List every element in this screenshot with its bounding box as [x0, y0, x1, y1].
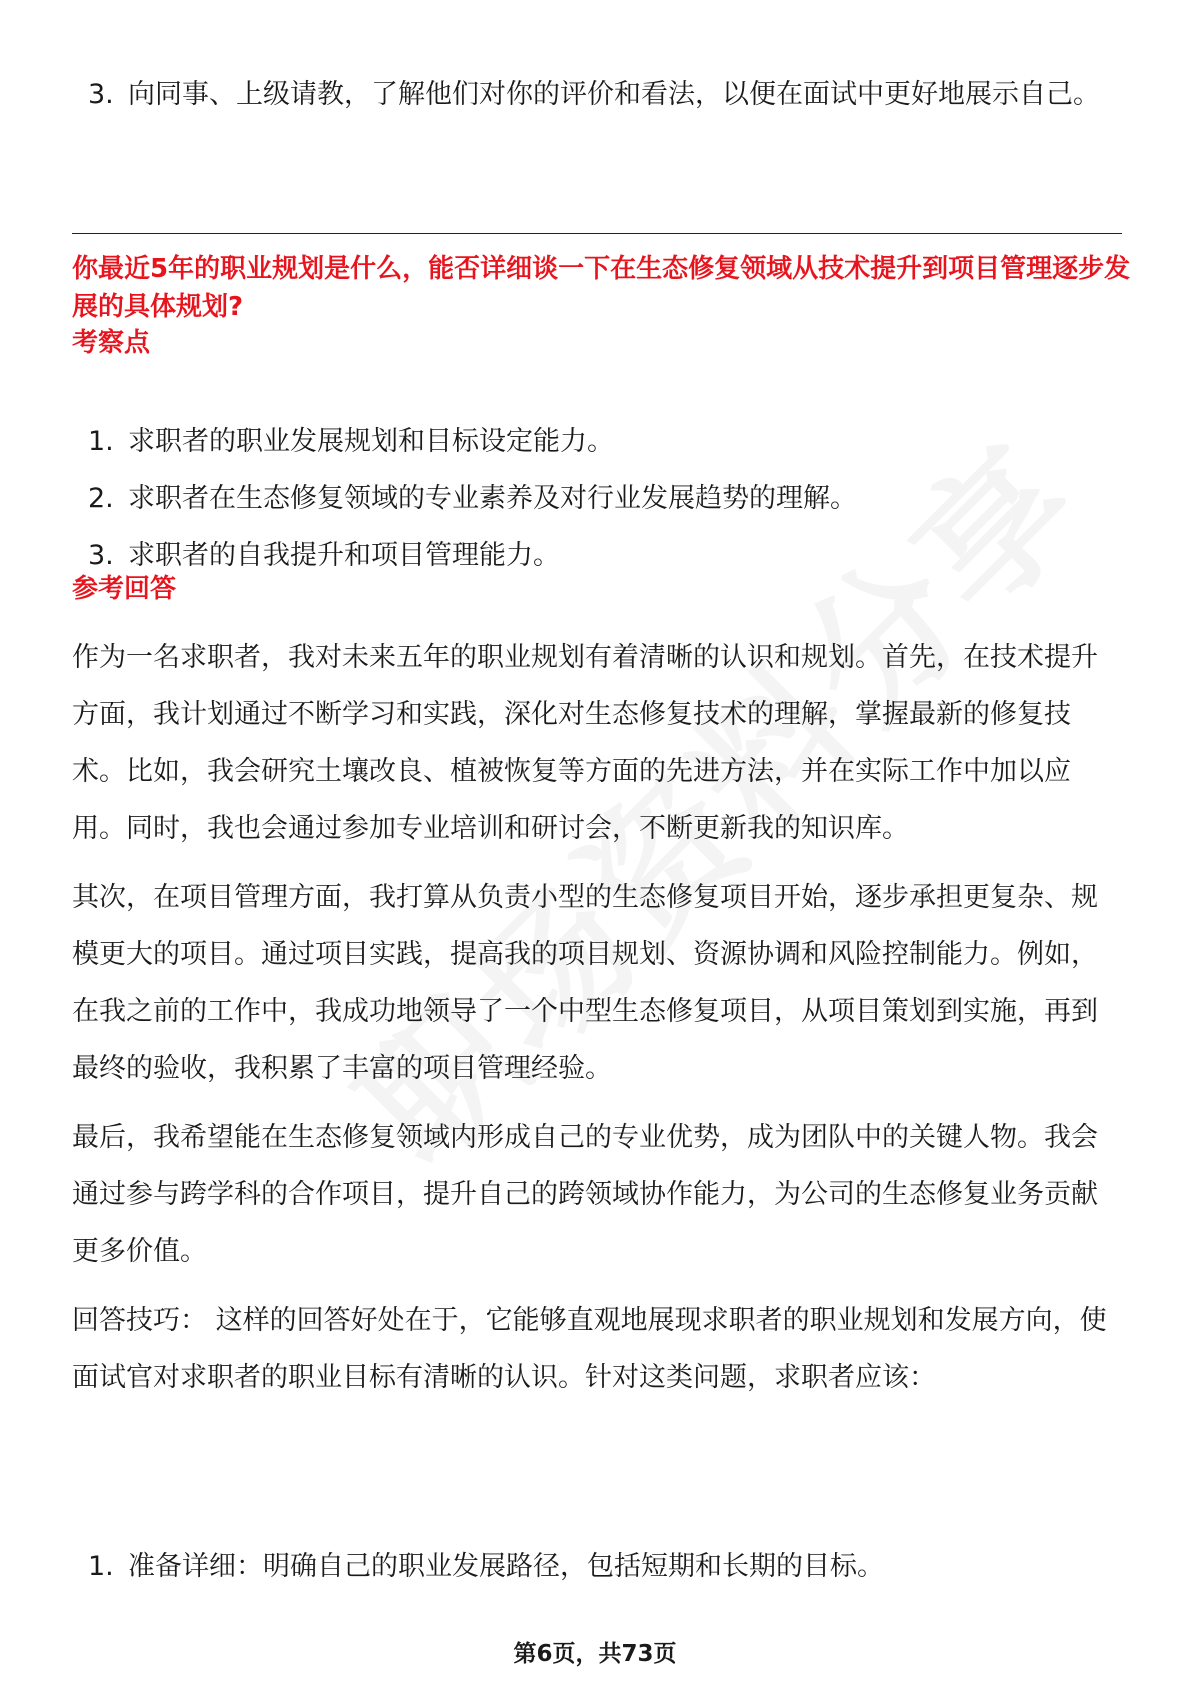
answer-heading: 参考回答: [72, 574, 177, 604]
list-text: 向同事、上级请教，了解他们对你的评价和看法，以便在面试中更好地展示自己。: [128, 79, 1100, 110]
list-text: 求职者的自我提升和项目管理能力。: [128, 540, 560, 571]
key-points-heading: 考察点: [72, 328, 151, 358]
section-divider: [72, 233, 1122, 234]
key-points-list: [72, 413, 1122, 584]
list-number: 1.: [88, 1551, 114, 1582]
list-item: [72, 413, 1122, 470]
list-item: [72, 1538, 1122, 1596]
list-number: 1.: [88, 426, 114, 457]
list-text: 求职者在生态修复领域的专业素养及对行业发展趋势的理解。: [128, 483, 857, 514]
previous-list: [72, 66, 1122, 124]
list-number: 3.: [88, 79, 114, 110]
answer-tips-paragraph: 回答技巧： 这样的回答好处在于，它能够直观地展现求职者的职业规划和发展方向，使面试官对求职者的职业目标有清晰的认识。针对这类问题，求职者应该：: [72, 1305, 1107, 1393]
list-text: 求职者的职业发展规划和目标设定能力。: [128, 426, 614, 457]
answer-paragraph: 最后，我希望能在生态修复领域内形成自己的专业优势，成为团队中的关键人物。我会通过参与跨学科的合作项目，提升自己的跨领域协作能力，为公司的生态修复业务贡献更多价值。: [72, 1122, 1098, 1267]
list-item: [72, 470, 1122, 527]
list-item: [72, 66, 1122, 124]
answer-paragraph: 其次，在项目管理方面，我打算从负责小型的生态修复项目开始，逐步承担更复杂、规模更大的项目。通过项目实践，提高我的项目规划、资源协调和风险控制能力。例如，在我之前的工作中，我成功地领导了一个中型生态修复项目，从项目策划到实施，再到最终的验收，我积累了丰富的项目管理经验。: [72, 882, 1098, 1084]
answer-paragraph: 作为一名求职者，我对未来五年的职业规划有着清晰的认识和规划。首先，在技术提升方面，我计划通过不断学习和实践，深化对生态修复技术的理解，掌握最新的修复技术。比如，我会研究土壤改良、植被恢复等方面的先进方法，并在实际工作中加以应用。同时，我也会通过参加专业培训和研讨会，不断更新我的知识库。: [72, 642, 1098, 844]
list-item: [72, 527, 1122, 584]
tips-list: [72, 1538, 1122, 1596]
list-text: 准备详细：明确自己的职业发展路径，包括短期和长期的目标。: [128, 1551, 884, 1582]
list-number: 3.: [88, 540, 114, 571]
page-footer: 第6页，共73页: [513, 1641, 677, 1667]
list-number: 2.: [88, 483, 114, 514]
question-heading: 你最近5年的职业规划是什么，能否详细谈一下在生态修复领域从技术提升到项目管理逐步发展的具体规划?: [72, 254, 1131, 322]
